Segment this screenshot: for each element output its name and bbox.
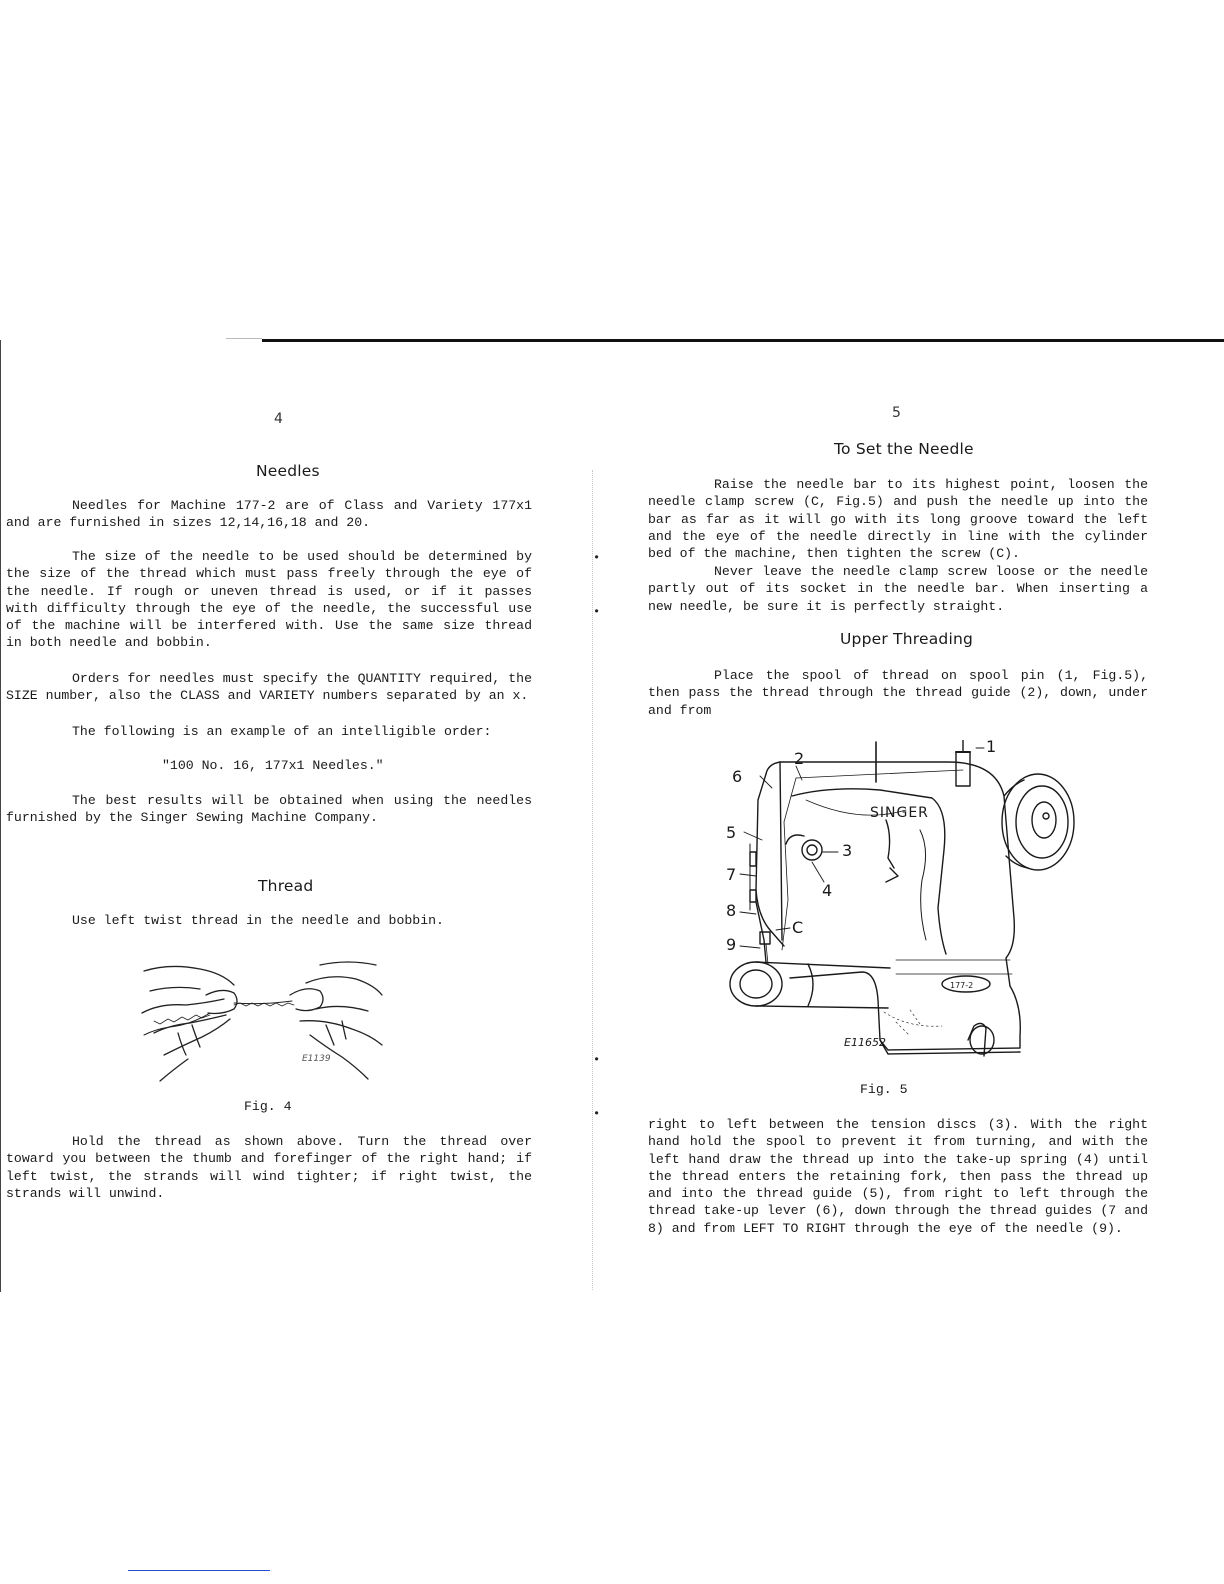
thread-paragraph: Hold the thread as shown above. Turn the thread over toward you between the thumb and forefinger of the right hand; if left twist, the strands will wind tighter; if right twist, the strands will unwind.: [6, 1134, 532, 1201]
fig5-label-9: 9: [726, 935, 737, 954]
gutter-dotted-line: [592, 470, 594, 1290]
page-number-right: 5: [892, 405, 901, 421]
fig5-label-8: 8: [726, 901, 737, 920]
upper-threading-heading: Upper Threading: [840, 630, 974, 648]
gutter-mark: •: [593, 551, 601, 565]
gutter-mark: •: [593, 1053, 601, 1067]
fig5-code: E11652: [844, 1036, 886, 1049]
upper-threading-paragraph-2: right to left between the tension discs (3). With the right hand hold the spool to prevent it from turning, and with the left hand draw the thread up into the take-up spring (4) until the thread enters the retaining fork, then pass the thread up and into the thread guide (5), from right to left through the thread take-up lever (6), down through the thread guides (7 and 8) and from LEFT TO RIGHT through the eye of the needle (9).: [648, 1117, 1148, 1236]
fig5-brand-text: SINGER: [870, 805, 929, 821]
bottom-link-rule: [128, 1570, 270, 1571]
fig5-label-5: 5: [726, 823, 737, 842]
upper-threading-paragraph-1: Place the spool of thread on spool pin (1, Fig.5), then pass the thread through the thread guide (2), down, under and from: [648, 668, 1148, 718]
needles-paragraph-3: Orders for needles must specify the QUANTITY required, the SIZE number, also the CLASS and VARIETY numbers separated by an x.: [6, 671, 532, 704]
fig5-label-4: 4: [822, 881, 833, 900]
fig5-label-6: 6: [732, 767, 743, 786]
needles-paragraph-2: The size of the needle to be used should be determined by the size of the thread which must pass freely through the eye of the needle. If rough or uneven thread is used, or if it passes with difficulty through the eye of the needle, the successful use of the machine will be interfered with. Use the same size thread in both needle and bobbin.: [6, 549, 532, 651]
top-rule: [262, 339, 1224, 342]
left-edge-rule: [0, 340, 1, 1292]
gutter-mark: •: [593, 1107, 601, 1121]
fig4-caption: Fig. 4: [244, 1099, 292, 1114]
set-needle-paragraph-2: Never leave the needle clamp screw loose or the needle partly out of its socket in the needle bar. When inserting a new needle, be sure it is perfectly straight.: [648, 564, 1148, 614]
fig5-label-3: 3: [842, 841, 853, 860]
page-number-left: 4: [274, 411, 283, 427]
needles-paragraph-1: Needles for Machine 177-2 are of Class and Variety 177x1 and are furnished in sizes 12,14,16,18 and 20.: [6, 498, 532, 531]
fig4-code: E1139: [302, 1054, 331, 1064]
set-needle-paragraph-1: Raise the needle bar to its highest point, loosen the needle clamp screw (C, Fig.5) and push the needle up into the bar as far as it will go with its long groove toward the left and the eye of the needle directly in line with the cylinder bed of the machine, then tighten the screw (C).: [648, 477, 1148, 562]
fig5-label-1: 1: [986, 740, 997, 756]
thread-instruction: Use left twist thread in the needle and bobbin.: [72, 913, 444, 928]
fig5-label-7: 7: [726, 865, 737, 884]
fig5-model-badge: 177-2: [950, 981, 974, 990]
fig5-label-2: 2: [794, 749, 805, 768]
needles-paragraph-4: The following is an example of an intelligible order:: [72, 724, 492, 739]
fig5-caption: Fig. 5: [860, 1082, 908, 1097]
fig4-hands-illustration: [130, 955, 400, 1085]
fig5-sewing-machine-illustration: [720, 740, 1080, 1070]
needles-paragraph-5: The best results will be obtained when using the needles furnished by the Singer Sewing Machine Company.: [6, 793, 532, 826]
thread-heading: Thread: [258, 877, 314, 895]
set-needle-heading: To Set the Needle: [834, 440, 974, 458]
gutter-mark: •: [593, 605, 601, 619]
top-rule-faint: [226, 338, 262, 339]
fig5-label-c: C: [792, 918, 804, 937]
order-example: "100 No. 16, 177x1 Needles.": [162, 758, 384, 773]
needles-heading: Needles: [256, 462, 320, 480]
